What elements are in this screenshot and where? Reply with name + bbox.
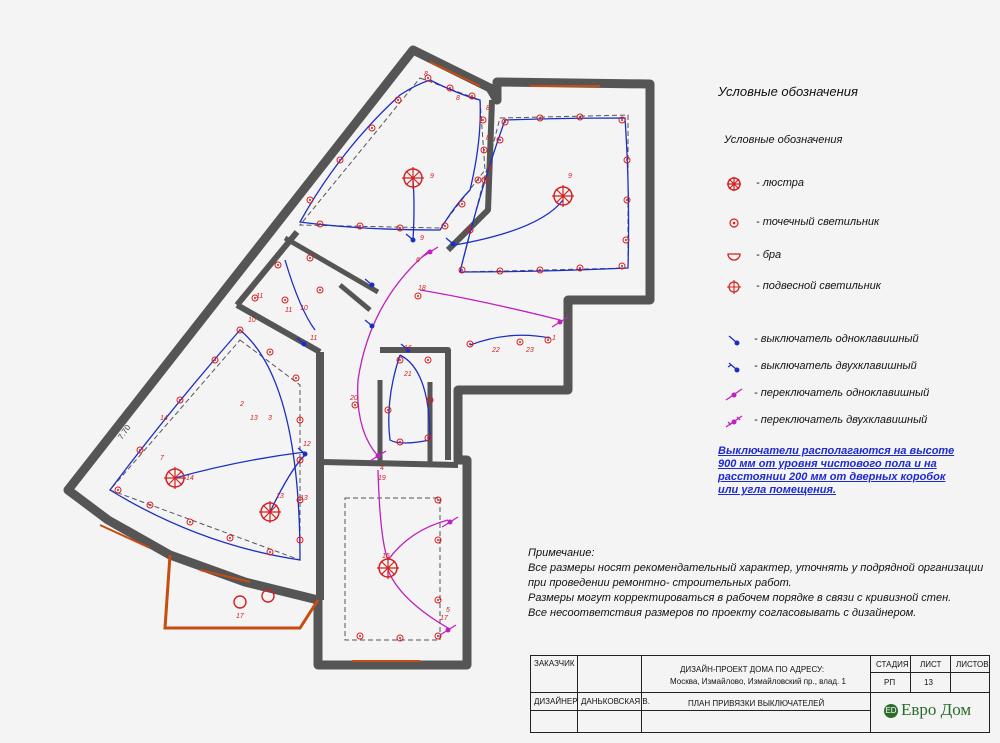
chandelier-icon xyxy=(552,185,574,207)
fixture-number: 19 xyxy=(378,475,386,482)
fixture-number: 10 xyxy=(300,305,308,312)
spotlight-icon xyxy=(337,157,343,163)
remarks-line: Размеры могут корректироваться в рабочем порядке в связи с кривизной стен. xyxy=(528,592,952,604)
spotlight-icon xyxy=(187,519,193,525)
spotlight-icon xyxy=(537,115,543,121)
project-title: ДИЗАЙН-ПРОЕКТ ДОМА ПО АДРЕСУ: xyxy=(680,665,825,674)
project-address: Москва, Измайлово, Измайловский пр., влад. 1 xyxy=(670,677,846,686)
remarks-line: при проведении ремонтно- строительных работ. xyxy=(528,577,792,589)
fixture-number: 11 xyxy=(285,307,293,314)
wire xyxy=(285,260,315,330)
window xyxy=(430,62,480,86)
spotlight-icon xyxy=(282,297,288,303)
spotlight-icon xyxy=(293,375,299,381)
spotlight-icon xyxy=(357,633,363,639)
spotlight-icon xyxy=(267,349,273,355)
legend-label-double-toggle: - переключатель двухклавишный xyxy=(754,414,928,426)
stage-label: СТАДИЯ xyxy=(876,660,909,669)
fixture-number: 9 xyxy=(420,235,424,242)
fixture-number: 15 xyxy=(382,553,390,560)
interior-wall xyxy=(285,238,378,292)
switch-icon xyxy=(365,320,375,329)
spotlight-icon xyxy=(369,125,375,131)
fixture-number: 8 xyxy=(424,71,428,78)
single-switch-icon xyxy=(722,332,746,348)
fixture-number: 8 xyxy=(486,135,490,142)
fixture-number: 2 xyxy=(240,401,244,408)
fixture-number: 8 xyxy=(488,165,492,172)
spotlight-icon xyxy=(317,287,323,293)
spotlight-icon xyxy=(137,447,143,453)
spotlight-icon xyxy=(147,502,153,508)
fixture-number: 8 xyxy=(486,105,490,112)
wire xyxy=(388,570,448,628)
pendant-lamp-icon xyxy=(722,279,746,295)
spotlight-icon xyxy=(480,117,486,123)
toggle-switch-icon xyxy=(422,247,438,257)
remarks-line: Все размеры носят рекомендательный характер, уточнять у подрядной организации xyxy=(528,562,984,574)
logo-text: Евро Дом xyxy=(901,700,972,719)
fixture-number: 13 xyxy=(300,495,308,502)
remarks-title: Примечание: xyxy=(528,547,595,559)
wire xyxy=(420,290,560,320)
fixture-number: 9 xyxy=(568,173,572,180)
interior-wall xyxy=(237,305,320,352)
brand-logo xyxy=(884,700,971,720)
designer-label: ДИЗАЙНЕР xyxy=(534,697,578,706)
remarks xyxy=(528,546,988,621)
fixture-number: 14 xyxy=(160,415,168,422)
spotlight-icon xyxy=(517,339,523,345)
chandelier-icon xyxy=(377,557,399,579)
spotlight-icon xyxy=(352,402,358,408)
double-switch-icon xyxy=(722,359,746,375)
fixture-number: 18 xyxy=(418,285,426,292)
legend-label-sconce: - бра xyxy=(756,249,782,261)
fixture-number: 10 xyxy=(248,317,256,324)
spotlight-icon xyxy=(212,357,218,363)
spotlight-icon xyxy=(415,293,421,299)
toggle-switch-icon xyxy=(440,625,456,635)
switch-height-note: Выключатели располагаются на высоте 900 мм от уровня чистового пола и на расстоянии 200 мм от дверных коробок или угла помещения. xyxy=(718,445,955,496)
spotlight-icon xyxy=(459,201,465,207)
wire xyxy=(455,200,563,245)
legend-label-spotlight: - точечный светильник xyxy=(756,216,880,228)
wire xyxy=(389,355,430,443)
fixture-number: 16 xyxy=(404,345,412,352)
fixture-number: 11 xyxy=(310,335,318,342)
sheet-name: ПЛАН ПРИВЯЗКИ ВЫКЛЮЧАТЕЛЕЙ xyxy=(688,699,825,708)
stage-value: РП xyxy=(884,678,896,687)
fixture-number: 22 xyxy=(492,347,500,354)
spotlight-icon xyxy=(395,97,401,103)
toggle-switch-icon xyxy=(442,517,458,527)
spotlight-icon xyxy=(237,327,243,333)
customer-label: ЗАКАЗЧИК xyxy=(534,659,575,668)
fixture-number: 17 xyxy=(236,613,244,620)
spotlight-icon xyxy=(425,357,431,363)
sconce-icon xyxy=(234,596,246,608)
fixture-number: 4 xyxy=(380,465,384,472)
legend-label-double-switch: - выключатель двухклавишный xyxy=(754,360,917,372)
fixture-number: 12 xyxy=(303,441,311,448)
chandelier-icon xyxy=(722,176,746,192)
fixture-number: 5 xyxy=(446,607,450,614)
fixture-number: 13 xyxy=(250,415,258,422)
chandelier-icon xyxy=(402,167,424,189)
fixture-number: 9 xyxy=(430,173,434,180)
spotlight-icon xyxy=(577,114,583,120)
fixture-number: 7 xyxy=(160,455,164,462)
logo-badge: ED xyxy=(884,704,898,718)
fixture-number: 17 xyxy=(440,615,448,622)
fixture-number: 14 xyxy=(186,475,194,482)
fixture-number: 13 xyxy=(276,493,284,500)
windows xyxy=(100,62,600,661)
ceiling-outline xyxy=(345,498,440,640)
fixture-number: 11 xyxy=(256,293,264,300)
legend-label-single-switch: - выключатель одноклавишный xyxy=(754,333,919,345)
spotlight-icon xyxy=(307,255,313,261)
spotlight-icon xyxy=(624,197,630,203)
sheet-label: ЛИСТ xyxy=(920,660,942,669)
sheets-label: ЛИСТОВ xyxy=(956,660,989,669)
legend-label-pendant: - подвесной светильник xyxy=(756,280,881,292)
interior-wall xyxy=(322,462,458,465)
designer-name: ДАНЬКОВСКАЯ В. xyxy=(581,697,650,706)
wire xyxy=(470,335,550,345)
remarks-line: Все несоответствия размеров по проекту согласовывать с дизайнером. xyxy=(528,607,917,619)
legend-subtitle: Условные обозначения xyxy=(724,134,843,146)
wire xyxy=(175,452,305,478)
spotlight-icon xyxy=(115,487,121,493)
spotlight-icon xyxy=(227,535,233,541)
wire xyxy=(378,470,448,560)
sconce-icon xyxy=(722,248,746,264)
chandelier-icon xyxy=(259,501,281,523)
fixture-number: 1 xyxy=(552,335,556,342)
sheet-number: 13 xyxy=(924,678,933,687)
fixture-number: 21 xyxy=(404,371,412,378)
legend-label-single-toggle: - переключатель одноклавишный xyxy=(754,387,930,399)
fixture-number: 20 xyxy=(350,395,358,402)
fixture-number: 3 xyxy=(268,415,272,422)
single-toggle-icon xyxy=(722,386,746,402)
double-toggle-icon xyxy=(722,413,746,429)
dimension-label: 7.70 xyxy=(116,423,133,442)
spotlight-icon xyxy=(722,215,746,231)
spotlight-icon xyxy=(385,407,391,413)
spotlight-icon xyxy=(177,397,183,403)
switch-icon xyxy=(406,234,416,243)
legend-title: Условные обозначения xyxy=(718,84,858,99)
spotlight-icon xyxy=(275,262,281,268)
spotlight-icon xyxy=(475,177,481,183)
switch-wiring xyxy=(110,80,629,560)
fixture-number: 23 xyxy=(526,347,534,354)
wire xyxy=(110,330,300,560)
legend-label-chandelier: - люстра xyxy=(756,177,804,189)
fixture-number: 8 xyxy=(456,95,460,102)
fixture-number: 6 xyxy=(416,257,420,264)
interior-wall xyxy=(340,285,370,310)
chandelier-icon xyxy=(164,467,186,489)
spotlight-icon xyxy=(307,197,313,203)
